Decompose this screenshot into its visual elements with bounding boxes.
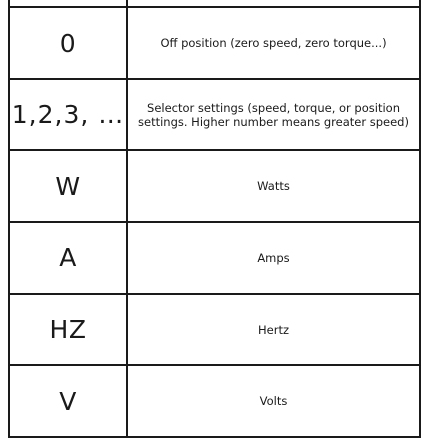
symbol-cell: HZ	[9, 294, 127, 366]
table-row	[9, 7, 420, 79]
table-row	[9, 79, 420, 151]
symbol-cell: 1,2,3, …	[9, 79, 127, 151]
description-cell: Off position (zero speed, zero torque...)	[127, 7, 420, 79]
table-header-row-partial	[9, 0, 420, 7]
table-row	[9, 365, 420, 437]
symbol-cell: 0	[9, 7, 127, 79]
description-cell: Amps	[127, 222, 420, 294]
symbol-cell: V	[9, 365, 127, 437]
table-row	[9, 294, 420, 366]
description-cell: Selector settings (speed, torque, or position settings. Higher number means greater speed)	[127, 79, 420, 151]
description-cell: Volts	[127, 365, 420, 437]
description-cell: Watts	[127, 150, 420, 222]
symbol-cell: A	[9, 222, 127, 294]
table-row	[9, 150, 420, 222]
symbol-cell: W	[9, 150, 127, 222]
table-row	[9, 222, 420, 294]
description-cell: Hertz	[127, 294, 420, 366]
header-cell-symbol	[9, 0, 127, 7]
symbol-table	[8, 0, 421, 438]
header-cell-description	[127, 0, 420, 7]
